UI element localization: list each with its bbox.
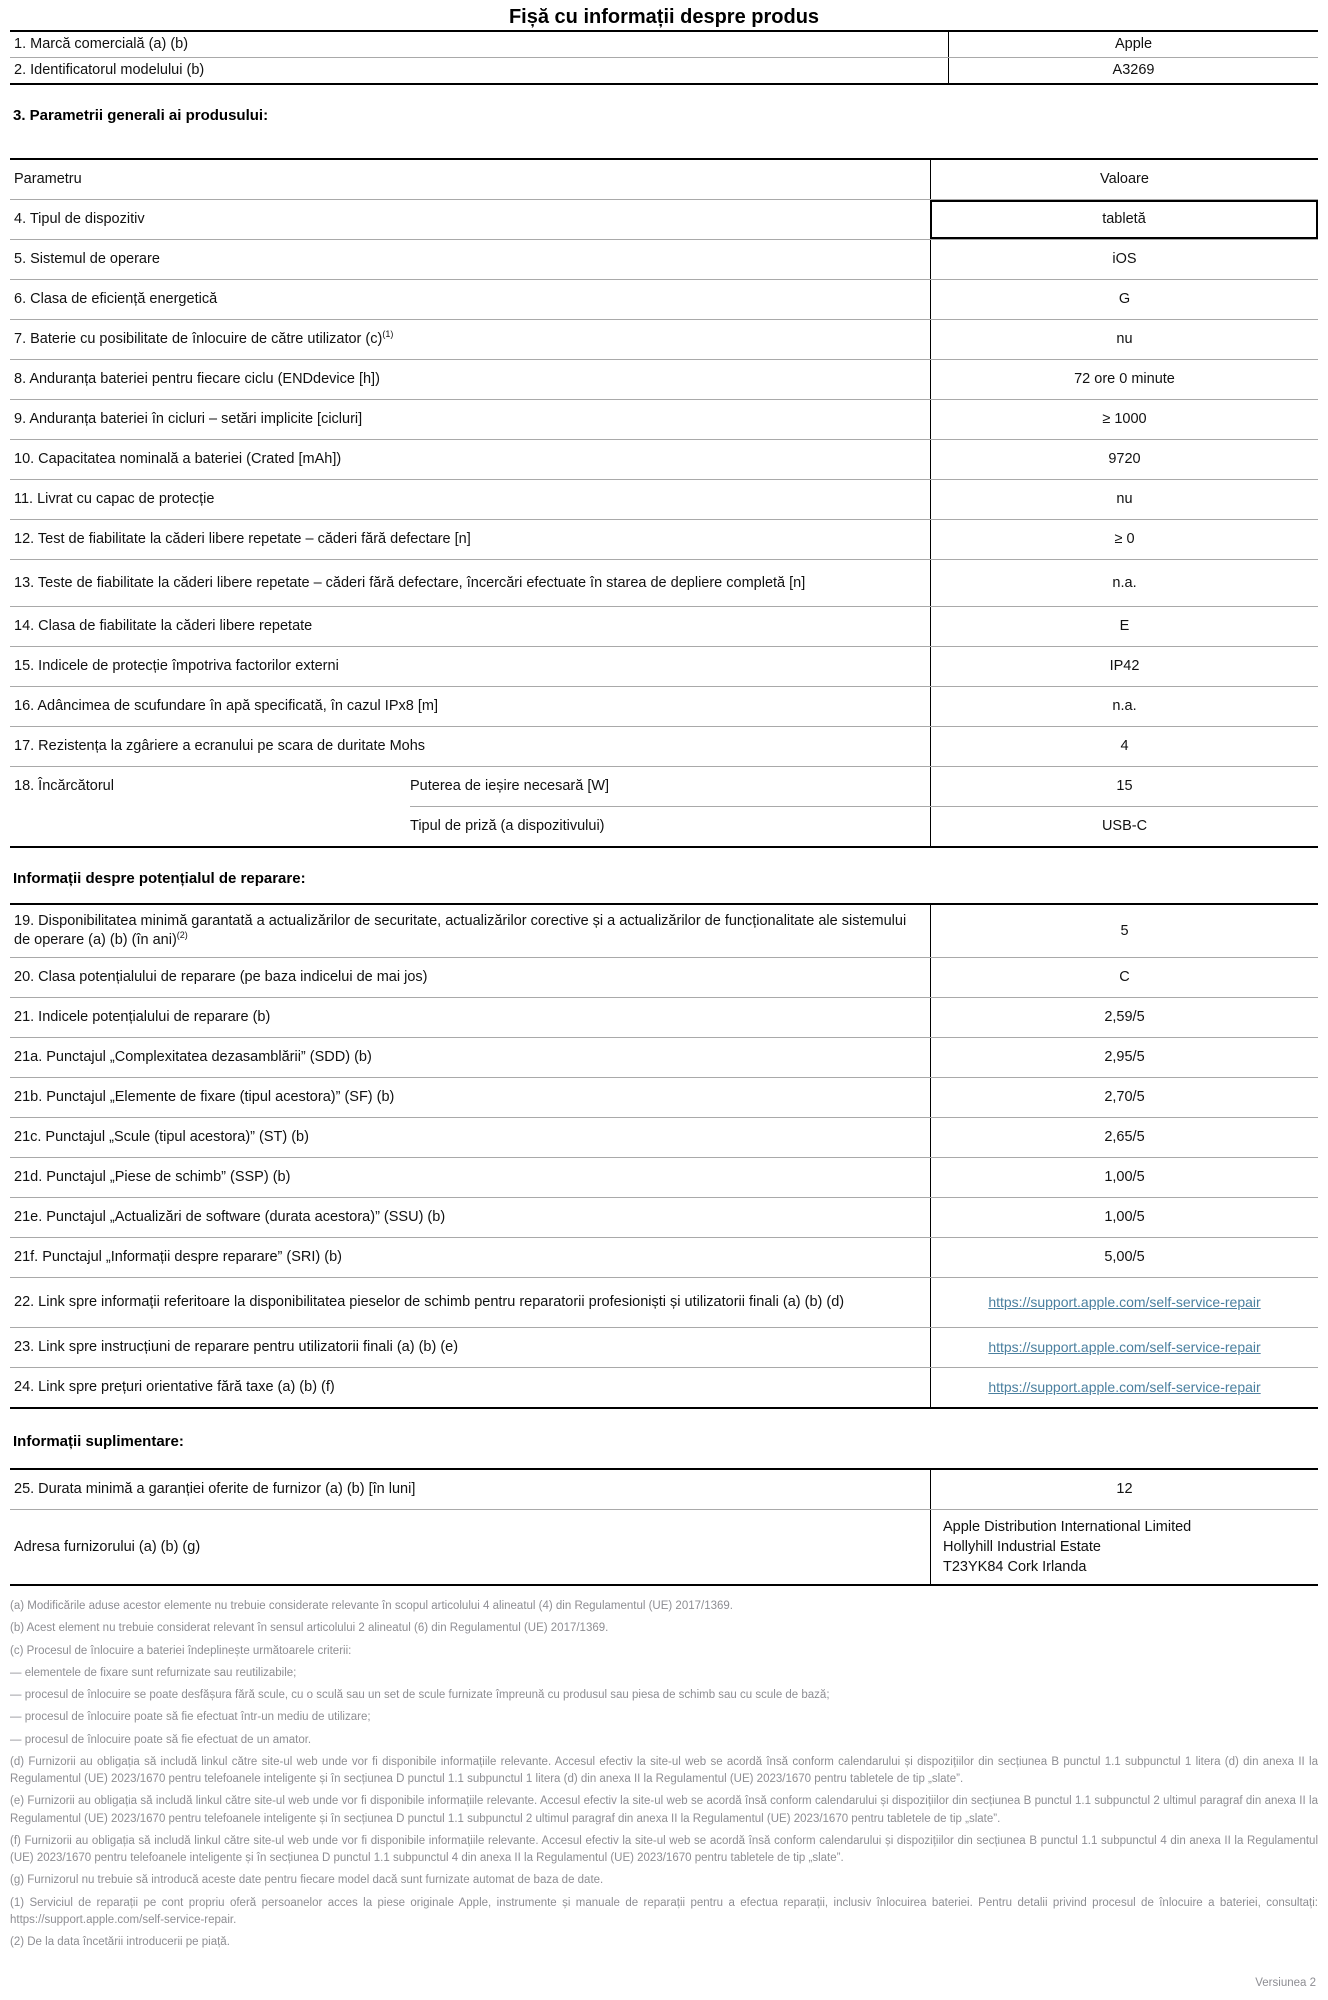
table-row-supplier-address [10, 1509, 1318, 1584]
charger-subtable [410, 767, 1318, 846]
row-label: 4. Tipul de dispozitiv [14, 211, 145, 227]
table-row-immersion-depth [10, 686, 1318, 726]
table-row-model [10, 57, 1318, 83]
row-value: 2,70/5 [930, 1078, 1318, 1117]
table-row-drop-class [10, 606, 1318, 646]
row-label: 21c. Punctajul „Scule (tipul acestora)” (ST) (b) [14, 1129, 309, 1145]
table-row-repair-index [10, 997, 1318, 1037]
row-value: 72 ore 0 minute [930, 360, 1318, 399]
row-label: 16. Adâncimea de scufundare în apă specificată, în cazul IPx8 [m] [14, 698, 438, 714]
row-value: 1,00/5 [930, 1198, 1318, 1237]
row-label: 13. Teste de fiabilitate la căderi libere repetate – căderi fără defectare, încercări efectuate în starea de depliere completă [n] [14, 574, 806, 591]
section-heading-repair: Informații despre potențialul de reparare: [13, 870, 306, 887]
table-row-brand [10, 32, 1318, 57]
footnote-f: (f) Furnizorii au obligația să includă linkul către site-ul web unde vor fi disponibile informațiile relevante. Accesul efectiv la site-ul web se acordă însă conform calendarului și dispozițiilor din secțiunea B punctul 1.1 subpunctul 4 din anexa II la Regulamentul (UE) 2023/1670 pentru telefoanele inteligente și în secțiunea D punctul 1.1 subpunctul 4 din anexa II la Regulamentul (UE) 2023/1670 pentru tabletele de tip „slate”. [10, 1834, 1318, 1864]
row-label: 21d. Punctajul „Piese de schimb” (SSP) (b) [14, 1169, 291, 1185]
row-value: ≥ 1000 [930, 400, 1318, 439]
row-value: 2,59/5 [930, 998, 1318, 1037]
section-heading-supplementary: Informații suplimentare: [13, 1433, 184, 1450]
row-value: 1,00/5 [930, 1158, 1318, 1197]
table-row-score-sf [10, 1077, 1318, 1117]
repair-instructions-link[interactable]: https://support.apple.com/self-service-repair [988, 1339, 1261, 1355]
charger-subrow-power [410, 767, 1318, 806]
row-label: 21a. Punctajul „Complexitatea dezasamblării” (SDD) (b) [14, 1049, 372, 1065]
row-value: 4 [930, 727, 1318, 766]
row-label: Adresa furnizorului (a) (b) (g) [14, 1538, 201, 1555]
supplementary-table [10, 1468, 1318, 1586]
table-header-row [10, 160, 1318, 199]
row-value: C [930, 958, 1318, 997]
row-label: 19. Disponibilitatea minimă garantată a actualizărilor de securitate, actualizărilor corective și a actualizărilor de funcționalitate ale sistemului de operare (a) (b) (în ani)$^{(2)}$ [14, 913, 907, 948]
footnote-c-item-4: — procesul de înlocuire poate să fie efectuat de un amator. [10, 1733, 312, 1746]
row-value: n.a. [930, 560, 1318, 606]
address-line: Hollyhill Industrial Estate [943, 1539, 1101, 1555]
row-value [930, 1278, 1318, 1327]
footnote-2: (2) De la data încetării introducerii pe piață. [10, 1936, 230, 1948]
footnote-c-item-3: — procesul de înlocuire poate să fie efectuat într-un mediu de utilizare; [10, 1711, 371, 1724]
row-value: Apple [948, 32, 1318, 57]
row-value: G [930, 280, 1318, 319]
row-value: 12 [930, 1470, 1318, 1509]
general-parameters-table [10, 158, 1318, 848]
table-row-score-sri [10, 1237, 1318, 1277]
row-value: E [930, 607, 1318, 646]
table-row-battery-cycles [10, 399, 1318, 439]
row-value: ≥ 0 [930, 520, 1318, 559]
row-label: 12. Test de fiabilitate la căderi libere repetate – căderi fără defectare [n] [14, 531, 471, 547]
table-row-charger [10, 766, 1318, 846]
row-label: 11. Livrat cu capac de protecție [14, 491, 215, 507]
row-value: n.a. [930, 687, 1318, 726]
table-row-drop-test-unfolded [10, 559, 1318, 606]
repairability-table [10, 903, 1318, 1409]
footnote-d: (d) Furnizorii au obligația să includă linkul către site-ul web unde vor fi disponibile informațiile relevante. Accesul efectiv la site-ul web se acordă însă conform calendarului și dispozițiilor din secțiunea B punctul 1.1 subpunctul 1 litera (d) din anexa II la Regulamentul (UE) 2023/1670 pentru telefoanele inteligente și în secțiunea D punctul 1.1 subpunctul 1 litera (d) din anexa II la Regulamentul (UE) 2023/1670 pentru tabletele de tip „slate”. [10, 1755, 1318, 1785]
row-label: 23. Link spre instrucțiuni de reparare pentru utilizatorii finali (a) (b) (e) [14, 1339, 459, 1355]
table-row-drop-test [10, 519, 1318, 559]
footnote-c-item-1: — elementele de fixare sunt refurnizate sau reutilizabile; [10, 1666, 297, 1679]
row-value: 5,00/5 [930, 1238, 1318, 1277]
section-heading-general: 3. Parametrii generali ai produsului: [13, 107, 269, 124]
table-row-link-spare-parts [10, 1277, 1318, 1327]
table-row-scratch-resistance [10, 726, 1318, 766]
row-label: 24. Link spre prețuri orientative fără taxe (a) (b) (f) [14, 1379, 335, 1395]
table-row-ingress-protection [10, 646, 1318, 686]
subrow-value: 15 [930, 767, 1318, 806]
row-label: 21. Indicele potențialului de reparare (b) [14, 1009, 271, 1025]
footnote-e: (e) Furnizorii au obligația să includă linkul către site-ul web unde vor fi disponibile informațiile relevante. Accesul efectiv la site-ul web se acordă însă conform calendarului și dispozițiilor din secțiunea B punctul 1.1 subpunctul 2 ultimul paragraf din anexa II la Regulamentul (UE) 2023/1670 pentru telefoanele inteligente și în secțiunea D punctul 1.1 subpunctul 2 ultimul paragraf din anexa II la Regulamentul (UE) 2023/1670 pentru tabletele de tip „slate”. [10, 1795, 1318, 1825]
footnote-a: (a) Modificările aduse acestor elemente nu trebuie considerate relevante în scopul articolului 4 alineatul (4) din Regulamentul (UE) 2017/1369. [10, 1600, 733, 1612]
footnote-ref-1: (1) [382, 329, 394, 340]
row-label: 8. Anduranța bateriei pentru fiecare ciclu (ENDdevice [h]) [14, 371, 380, 387]
table-row-score-ssp [10, 1157, 1318, 1197]
row-label: 10. Capacitatea nominală a bateriei (Crated [mAh]) [14, 451, 342, 467]
row-label: 5. Sistemul de operare [14, 251, 160, 267]
row-value [930, 1368, 1318, 1407]
row-value: 2,95/5 [930, 1038, 1318, 1077]
table-row-link-repair-instructions [10, 1327, 1318, 1367]
footnotes-section [10, 1598, 1318, 1951]
row-value: IP42 [930, 647, 1318, 686]
row-label: 22. Link spre informații referitoare la disponibilitatea pieselor de schimb pentru reparatorii profesioniști și utilizatorii finali (a) (b) (d) [14, 1294, 845, 1310]
address-line: Apple Distribution International Limited [943, 1519, 1192, 1535]
subrow-label: Puterea de ieșire necesară [W] [410, 778, 610, 794]
row-label: 7. Baterie cu posibilitate de înlocuire de către utilizator $(c)^{(1)}$ [14, 329, 394, 347]
table-row-score-ssu [10, 1197, 1318, 1237]
footnote-b: (b) Acest element nu trebuie considerat relevant în sensul articolului 2 alineatul (6) din Regulamentul (UE) 2017/1369. [10, 1622, 609, 1635]
subrow-label: Tipul de priză (a dispozitivului) [410, 818, 605, 834]
row-label: 1. Marcă comercială (a) (b) [14, 36, 189, 52]
table-row-battery-replaceable [10, 319, 1318, 359]
row-label: 25. Durata minimă a garanției oferite de furnizor (a) (b) [în luni] [14, 1481, 416, 1497]
row-label: 21b. Punctajul „Elemente de fixare (tipul acestora)” (SF) (b) [14, 1089, 395, 1105]
table-row-update-availability [10, 905, 1318, 957]
footnote-1: (1) Serviciul de reparații pe cont propriu oferă persoanelor acces la piese originale Apple, instrumente și manuale de reparații pentru a efectua reparații, inclusiv înlocuirea bateriei. Pentru detalii privind procesul de înlocuire a bateriei, consultați: https://support.apple.com/self-service-repair. [10, 1896, 1318, 1926]
row-value-highlighted: tabletă [930, 200, 1318, 239]
row-value: 5 [930, 905, 1318, 957]
row-label: 9. Anduranța bateriei în cicluri – setări implicite [cicluri] [14, 411, 363, 427]
column-header-valoare: Valoare [930, 160, 1318, 199]
footnote-c: (c) Procesul de înlocuire a bateriei îndeplinește următoarele criterii: [10, 1644, 352, 1657]
table-row-battery-capacity [10, 439, 1318, 479]
spare-parts-link[interactable]: https://support.apple.com/self-service-repair [988, 1294, 1261, 1310]
table-row-score-st [10, 1117, 1318, 1157]
table-row-repair-class [10, 957, 1318, 997]
indicative-prices-link[interactable]: https://support.apple.com/self-service-repair [988, 1379, 1261, 1395]
table-row-warranty [10, 1470, 1318, 1509]
row-value: 9720 [930, 440, 1318, 479]
table-row-score-sdd [10, 1037, 1318, 1077]
row-label: 6. Clasa de eficiență energetică [14, 291, 218, 307]
table-row-device-type [10, 199, 1318, 239]
charger-subrow-plug [410, 806, 1318, 846]
row-value: nu [930, 480, 1318, 519]
row-label: 20. Clasa potențialului de reparare (pe baza indicelui de mai jos) [14, 969, 428, 985]
footnote-c-item-2: — procesul de înlocuire se poate desfășura fără scule, cu o sculă sau un set de scule furnizate împreună cu produsul sau piesa de schimb sau cu scule de bază; [10, 1689, 830, 1701]
row-value: iOS [930, 240, 1318, 279]
page-title: Fișă cu informații despre produs [508, 6, 820, 28]
row-value: nu [930, 320, 1318, 359]
row-value [930, 1328, 1318, 1367]
column-header-parametru: Parametru [14, 171, 82, 187]
row-label: 17. Rezistența la zgâriere a ecranului pe scara de duritate Mohs [14, 738, 426, 754]
row-label: 14. Clasa de fiabilitate la căderi libere repetate [14, 618, 313, 634]
identification-table [10, 30, 1318, 85]
table-row-os [10, 239, 1318, 279]
address-line: T23YK84 Cork Irlanda [943, 1559, 1087, 1575]
row-value: 2,65/5 [930, 1118, 1318, 1157]
table-row-energy-class [10, 279, 1318, 319]
table-row-protective-cover [10, 479, 1318, 519]
version-label: Versiunea 2 [1255, 1977, 1316, 1990]
supplier-address [930, 1510, 1318, 1584]
table-row-link-prices [10, 1367, 1318, 1407]
row-label: 15. Indicele de protecție împotriva factorilor externi [14, 658, 339, 674]
product-info-sheet [10, 0, 1318, 1989]
subrow-value: USB-C [930, 807, 1318, 846]
table-row-battery-endurance [10, 359, 1318, 399]
row-label: 2. Identificatorul modelului (b) [14, 62, 205, 78]
row-label: 21f. Punctajul „Informații despre reparare” (SRI) (b) [14, 1249, 342, 1265]
row-label: 21e. Punctajul „Actualizări de software (durata acestora)” (SSU) (b) [14, 1209, 446, 1225]
row-value: A3269 [948, 58, 1318, 83]
footnote-ref-2: (2) [176, 930, 188, 941]
footnote-g: (g) Furnizorul nu trebuie să introducă aceste date pentru fiecare model dacă sunt furnizate automat de baza de date. [10, 1874, 604, 1887]
row-label: 18. Încărcătorul [14, 778, 114, 794]
